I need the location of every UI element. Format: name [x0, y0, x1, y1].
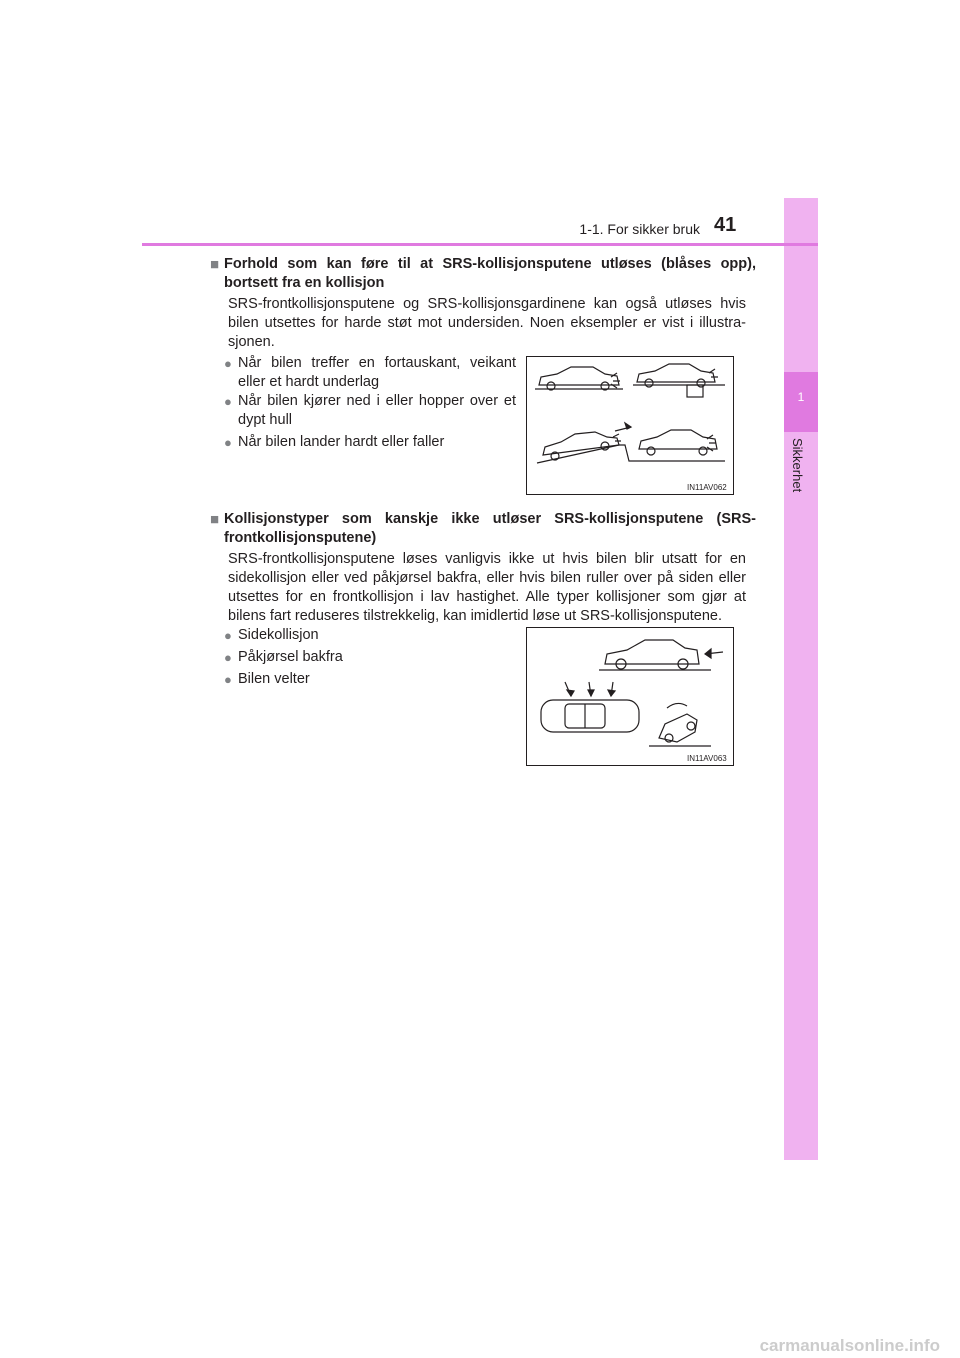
- section-heading-text: Forhold som kan føre til at SRS-kollisjonsputene utløses (blåses opp), bortsett fra en kollisjon: [224, 256, 756, 291]
- circle-bullet-icon: ●: [224, 650, 232, 665]
- section-body-2: SRS-frontkollisjonsputene løses vanligvis ikke ut hvis bilen blir utsatt for en sidekollisjon eller ved påkjørsel bakfra, eller hvis bilen ruller over på siden eller utsettes for en frontkollisjon i lav hastighet. Alle typer kollisjoner som gjør at bilens fart reduseres tilstrekkelig, kan imidlertid løse ut SRS-kollisjonsputene.: [228, 551, 746, 624]
- car-impact-illustration: [527, 357, 733, 494]
- square-bullet-icon: ■: [210, 256, 220, 273]
- chapter-side-tab: [784, 198, 818, 1160]
- header-rule: [142, 243, 818, 246]
- section-heading-text: Kollisjonstyper som kanskje ikke utløser SRS-kollisjonsputene (SRS-frontkollisjonsputene): [224, 511, 756, 546]
- circle-bullet-icon: ●: [224, 356, 232, 371]
- circle-bullet-icon: ●: [224, 394, 232, 409]
- figure-code: IN11AV063: [687, 754, 727, 763]
- square-bullet-icon: ■: [210, 511, 220, 528]
- chapter-title: Sikkerhet: [790, 438, 805, 493]
- figure-underbody-impact: [526, 356, 734, 495]
- footer: [0, 1336, 960, 1358]
- page-number: 41: [714, 214, 737, 236]
- section-body-1: SRS-frontkollisjonsputene og SRS-kollisjonsgardinene kan også utløses hvis bilen utsettes for harde støt mot undersiden. Noen eksempler er vist i illustra-sjonen.: [228, 296, 746, 350]
- watermark-text: carmanualsonline.info: [759, 1336, 940, 1355]
- circle-bullet-icon: ●: [224, 628, 232, 643]
- figure-collision-types: [526, 627, 734, 766]
- car-collision-illustration: [527, 628, 733, 765]
- header-section-title: 1-1. For sikker bruk: [579, 221, 700, 237]
- circle-bullet-icon: ●: [224, 435, 232, 450]
- circle-bullet-icon: ●: [224, 672, 232, 687]
- figure-code: IN11AV062: [687, 483, 727, 492]
- chapter-number: 1: [797, 390, 805, 404]
